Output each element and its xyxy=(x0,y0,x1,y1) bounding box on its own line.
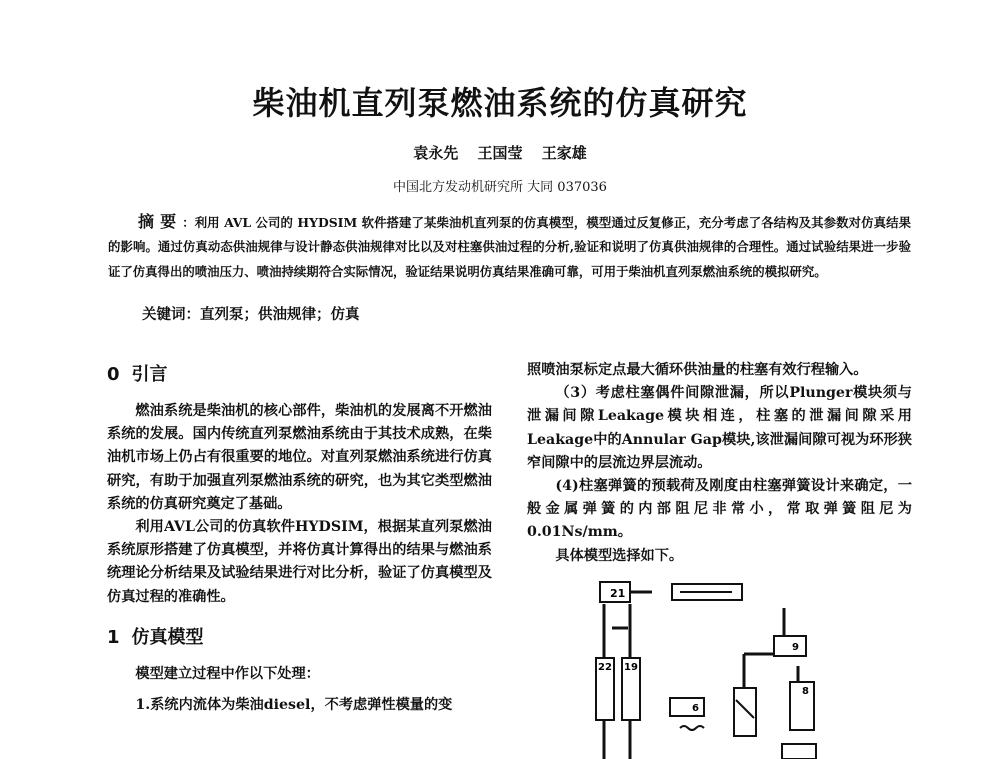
affiliation: 中国北方发动机研究所 大同 037036 xyxy=(393,180,607,195)
keywords-text: 直列泵；供油规律；仿真 xyxy=(200,306,360,323)
section-number: 1 xyxy=(107,626,120,648)
paragraph: (4)柱塞弹簧的预载荷及刚度由柱塞弹簧设计来确定，一般金属弹簧的内部阻尼非常小，常取弹簧阻尼为0.01Ns/mm。 xyxy=(527,478,912,541)
model-block xyxy=(774,636,806,656)
section-heading-intro xyxy=(107,360,492,386)
paragraph: 具体模型选择如下。 xyxy=(555,547,684,564)
model-block xyxy=(672,584,742,600)
paragraph: 照喷油泵标定点最大循环供油量的柱塞有效行程输入。 xyxy=(527,362,868,378)
model-block xyxy=(600,582,630,602)
paragraph: （3）考虑柱塞偶件间隙泄漏，所以Plunger模块须与泄漏间隙Leakage模块相连，柱塞的泄漏间隙采用Leakage中的Annular Gap模块,该泄漏间隙可视为环形狭窄间隙中的层流边界层流动。 xyxy=(527,385,912,471)
block-label: 19 xyxy=(624,662,638,673)
model-block xyxy=(596,658,614,720)
paragraph: 燃油系统是柴油机的核心部件，柴油机的发展离不开燃油系统的发展。国内传统直列泵燃油系统由于其技术成熟，在柴油机市场上仍占有很重要的地位。对直列泵燃油系统进行仿真研究，有助于加强直列泵燃油系统的研究，也为其它类型燃油系统的仿真研究奠定了基础。 xyxy=(107,403,492,512)
section-number: 0 xyxy=(107,364,120,385)
block-label: 21 xyxy=(610,587,626,600)
section-title: 引言 xyxy=(131,364,168,385)
model-block xyxy=(622,658,640,720)
section-title: 仿真模型 xyxy=(131,626,204,648)
keywords-label: 关键词： xyxy=(142,307,200,323)
authors: 袁永先 王国莹 王家雄 xyxy=(413,144,587,162)
paper-title: 柴油机直列泵燃油系统的仿真研究 xyxy=(252,84,748,122)
paragraph: 利用AVL公司的仿真软件HYDSIM，根据某直列泵燃油系统原形搭建了仿真模型，并将仿真计算得出的结果与燃油系统理论分析结果及试验结果进行对比分析，验证了仿真模型及仿真过程的准确性。 xyxy=(107,519,492,605)
paragraph: 1.系统内流体为柴油diesel，不考虑弹性模量的变 xyxy=(135,697,453,714)
model-block xyxy=(734,688,756,736)
abstract xyxy=(108,210,911,284)
paragraph: 模型建立过程中作以下处理： xyxy=(135,665,320,682)
abstract-label: 摘要 xyxy=(138,212,183,231)
section-heading-model xyxy=(107,623,492,649)
block-label: 8 xyxy=(802,686,809,697)
abstract-text: ：利用 AVL 公司的 HYDSIM 软件搭建了某柴油机直列泵的仿真模型，模型通过反复修正，充分考虑了各结构及其参数对仿真结果的影响。通过仿真动态供油规律与设计静态供油规律对比以及对柱塞供油过程的分析,验证和说明了仿真供油规律的合理性。通过试验结果进一步验证了仿真得出的喷油压力、喷油持续期符合实际情况，验证结果说明仿真结果准确可靠，可用于柴油机直列泵燃油系统的模拟研究。 xyxy=(108,215,911,279)
model-block xyxy=(790,682,814,730)
block-label: 6 xyxy=(692,703,699,714)
right-column xyxy=(527,359,912,568)
keywords xyxy=(142,303,360,324)
model-block xyxy=(782,744,816,759)
left-column xyxy=(107,360,492,717)
block-label: 22 xyxy=(598,662,612,673)
model-block xyxy=(670,698,704,716)
block-label: 9 xyxy=(792,642,799,653)
hydsim-model-diagram xyxy=(560,578,850,759)
